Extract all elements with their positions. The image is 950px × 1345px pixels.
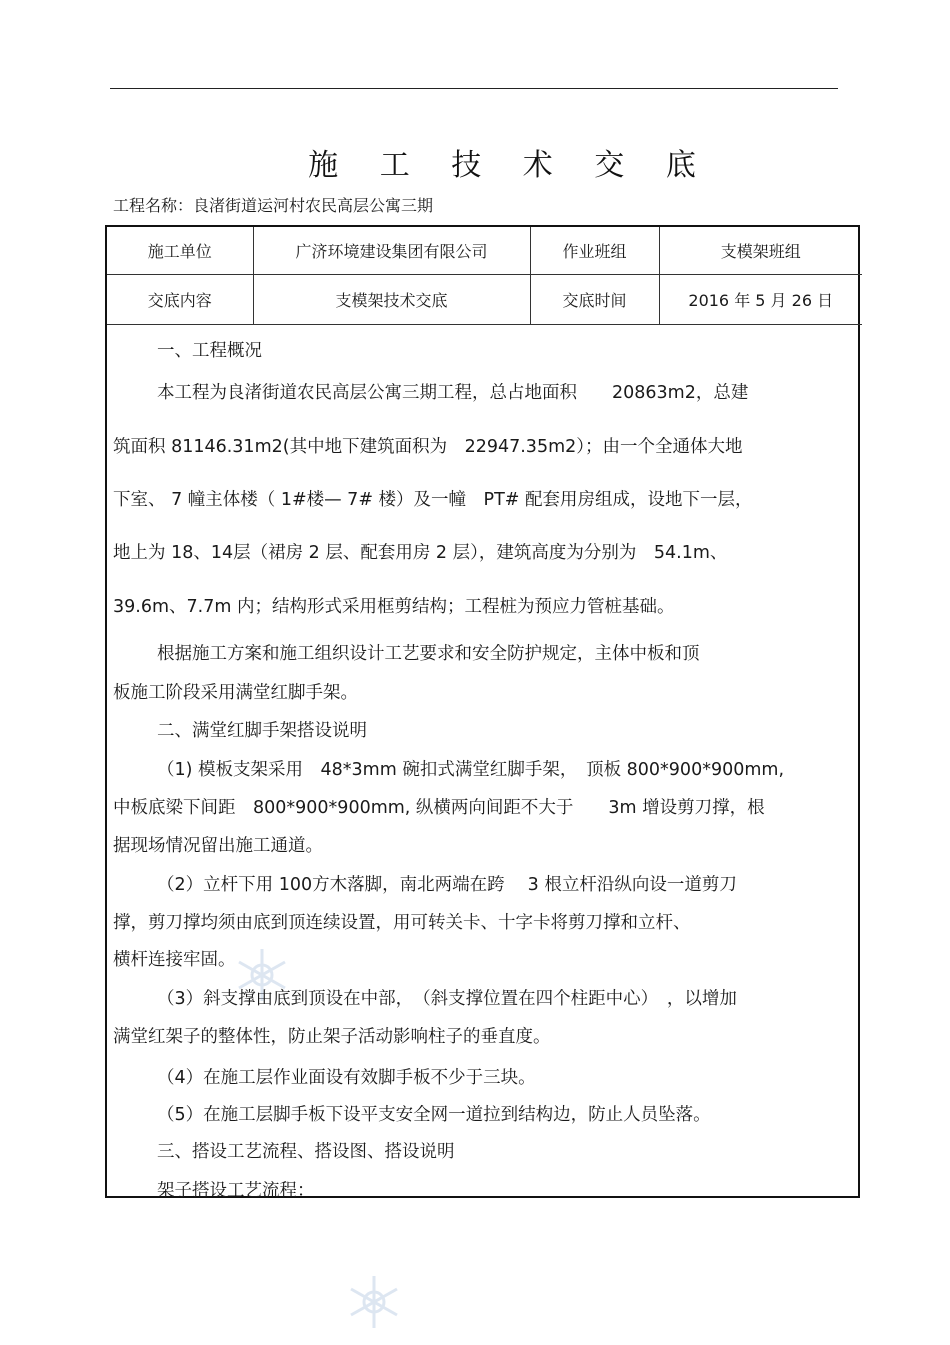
header-rule (110, 88, 838, 89)
paragraph-line: 筑面积 81146.31m2(其中地下建筑面积为 22947.35m2）；由一个全通体大地 (113, 437, 743, 457)
project-name: 工程名称：良渚街道运河村农民高层公寓三期 (113, 196, 434, 215)
paragraph-line: 撑，剪刀撑均须由底到顶连续设置，用可转关卡、十字卡将剪刀撑和立杆、 (113, 913, 691, 933)
paragraph-line: 39.6m、7.7m 内；结构形式采用框剪结构；工程桩为预应力管桩基础。 (113, 597, 675, 617)
section-heading: 三、搭设工艺流程、搭设图、搭设说明 (157, 1142, 455, 1162)
unit-label: 施工单位 (107, 227, 253, 275)
section-heading: 二、满堂红脚手架搭设说明 (157, 721, 367, 741)
team-label: 作业班组 (530, 227, 659, 275)
time-value: 2016 年 5 月 26 日 (659, 275, 862, 325)
table-row (107, 275, 862, 325)
paragraph-line: 地上为 18、14层（裙房 2 层、配套用房 2 层），建筑高度为分别为 54.1m、 (113, 543, 728, 563)
watermark-snowflake-icon (344, 1272, 404, 1332)
info-table (107, 227, 862, 325)
content-value: 支模架技术交底 (253, 275, 530, 325)
table-row (107, 227, 862, 275)
paragraph-line: 据现场情况留出施工通道。 (113, 836, 323, 856)
paragraph-line: 本工程为良渚街道农民高层公寓三期工程，总占地面积 20863m2，总建 (157, 383, 749, 403)
paragraph-line: 横杆连接牢固。 (113, 950, 236, 970)
paragraph-line: 架子搭设工艺流程： (157, 1181, 315, 1201)
unit-value: 广济环境建设集团有限公司 (253, 227, 530, 275)
paragraph-line: （5）在施工层脚手板下设平支安全网一道拉到结构边，防止人员坠落。 (157, 1105, 711, 1125)
paragraph-line: （4）在施工层作业面设有效脚手板不少于三块。 (157, 1068, 536, 1088)
paragraph-line: （2）立杆下用 100方木落脚，南北两端在跨 3 根立杆沿纵向设一道剪刀 (157, 875, 737, 895)
watermark-snowflake-icon (232, 945, 292, 1005)
content-label: 交底内容 (107, 275, 253, 325)
team-value: 支模架班组 (659, 227, 862, 275)
document-title: 施 工 技 术 交 底 (308, 148, 712, 183)
paragraph-line: 下室、 7 幢主体楼（ 1#楼— 7# 楼）及一幢 PT# 配套用房组成，设地下一层， (113, 490, 753, 510)
section-heading: 一、工程概况 (157, 341, 262, 361)
paragraph-line: 板施工阶段采用满堂红脚手架。 (113, 683, 358, 703)
paragraph-line: 中板底梁下间距 800*900*900mm, 纵横两向间距不大于 3m 增设剪刀撑，根 (113, 798, 765, 818)
paragraph-line: 根据施工方案和施工组织设计工艺要求和安全防护规定，主体中板和顶 (157, 644, 700, 664)
paragraph-line: 满堂红架子的整体性，防止架子活动影响柱子的垂直度。 (113, 1027, 551, 1047)
disclosure-sheet (105, 225, 860, 1201)
time-label: 交底时间 (530, 275, 659, 325)
paragraph-line: （1) 模板支架采用 48*3mm 碗扣式满堂红脚手架， 顶板 800*900*900mm, (157, 760, 785, 780)
paragraph-line: （3）斜支撑由底到顶设在中部， （斜支撑位置在四个柱距中心） ，以增加 (157, 989, 737, 1009)
